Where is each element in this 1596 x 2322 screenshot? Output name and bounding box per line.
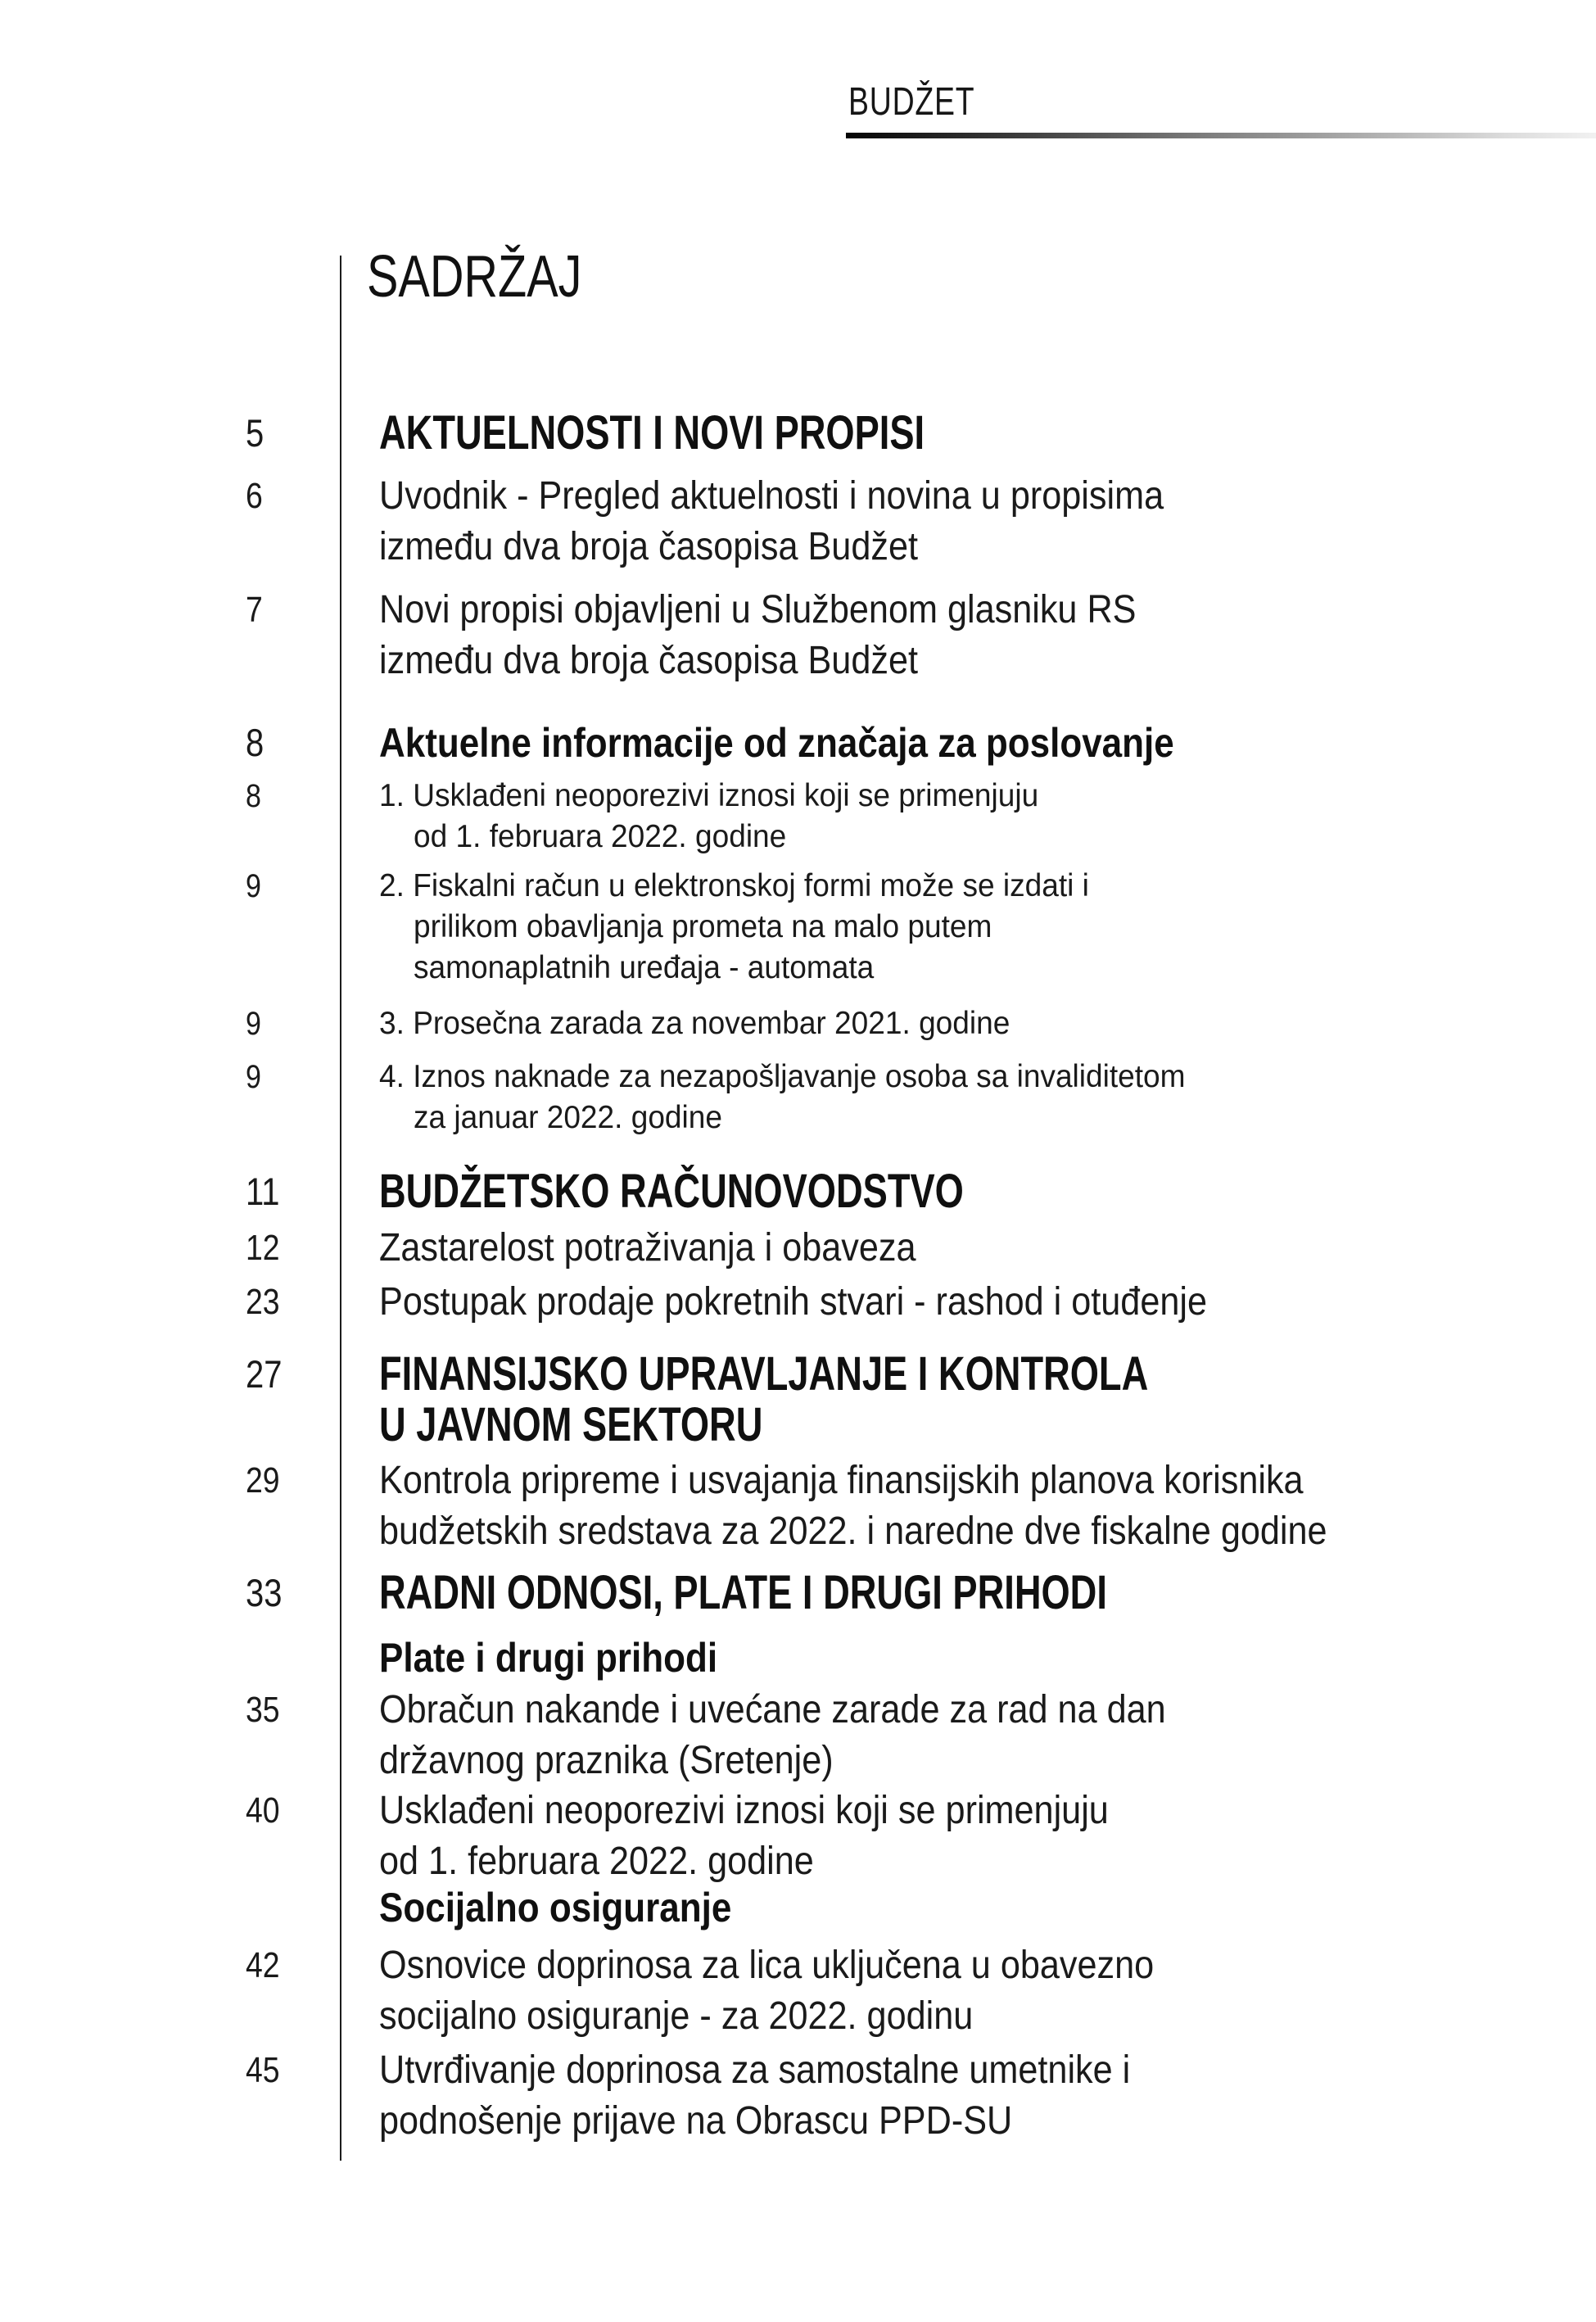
toc-entry-line: 1. Usklađeni neoporezivi iznosi koji se primenjuju: [379, 778, 1039, 813]
toc-entry-line: Usklađeni neoporezivi iznosi koji se primenjuju: [379, 1789, 1109, 1832]
toc-page-number: 6: [246, 476, 263, 516]
toc-page-number: 7: [246, 590, 263, 630]
toc-entry-text: [379, 1455, 1547, 1557]
toc-entry-text: [379, 1685, 1547, 1786]
toc-entry-line: budžetskih sredstava za 2022. i naredne dve fiskalne godine: [379, 1510, 1327, 1553]
magazine-title-text: BUDŽET: [848, 80, 975, 124]
toc-page-number: 9: [246, 868, 261, 904]
toc-page-number: 27: [246, 1352, 283, 1396]
toc-page-number: 9: [246, 1006, 261, 1042]
toc-entry-line: između dva broja časopisa Budžet: [379, 525, 918, 568]
toc-entry-text: [379, 718, 1547, 767]
toc-entry-text: [379, 1057, 1547, 1138]
toc-entry-line: U JAVNOM SEKTORU: [379, 1398, 763, 1451]
toc-entry-text: [379, 866, 1547, 989]
toc-entry-text: [379, 1633, 1547, 1682]
toc-page-number: 42: [246, 1945, 280, 1985]
toc-entry-text: [379, 1786, 1547, 1887]
toc-entry-text: [379, 1166, 1547, 1217]
toc-entry-line: između dva broja časopisa Budžet: [379, 639, 918, 682]
toc-entry-line: Zastarelost potraživanja i obaveza: [379, 1226, 916, 1270]
toc-entry-text: [379, 1277, 1547, 1328]
toc-entry-line: prilikom obavljanja prometa na malo putem: [414, 909, 992, 944]
toc-entry-text: [379, 1003, 1547, 1044]
toc-entry-line: 4. Iznos naknade za nezapošljavanje osoba sa invaliditetom: [379, 1059, 1186, 1094]
toc-entry-line: državnog praznika (Sretenje): [379, 1739, 834, 1782]
toc-entry-text: [379, 1883, 1547, 1932]
toc-entry-line: Socijalno osiguranje: [379, 1885, 732, 1930]
toc-entry-text: [379, 2045, 1547, 2147]
page-title-text: SADRŽAJ: [367, 244, 582, 310]
toc-page-number: 29: [246, 1460, 280, 1500]
toc-entry-text: [379, 776, 1547, 858]
toc-entry-text: [379, 1349, 1547, 1451]
toc-entry-text: [379, 1223, 1547, 1274]
toc-entry-line: Osnovice doprinosa za lica uključena u obavezno: [379, 1944, 1155, 1987]
toc-entry-line: Kontrola pripreme i usvajanja finansijskih planova korisnika: [379, 1459, 1304, 1502]
toc-entry-text: [379, 1940, 1547, 2042]
toc-entry-line: Utvrđivanje doprinosa za samostalne umetnike i: [379, 2048, 1131, 2092]
toc-entry-text: [379, 1568, 1547, 1618]
toc-entry-line: 3. Prosečna zarada za novembar 2021. godine: [379, 1006, 1010, 1041]
toc-entry-line: Novi propisi objavljeni u Službenom glasniku RS: [379, 588, 1137, 631]
toc-entry-line: za januar 2022. godine: [414, 1100, 722, 1135]
toc-entry-line: od 1. februara 2022. godine: [414, 819, 787, 854]
toc-entry-text: [379, 408, 1547, 459]
toc-entry-line: Uvodnik - Pregled aktuelnosti i novina u propisima: [379, 474, 1164, 518]
toc-entry-line: BUDŽETSKO RAČUNOVODSTVO: [379, 1165, 964, 1218]
toc-entry-line: FINANSIJSKO UPRAVLJANJE I KONTROLA: [379, 1347, 1149, 1401]
toc-entry-line: socijalno osiguranje - za 2022. godinu: [379, 1994, 974, 2038]
toc-entry-line: RADNI ODNOSI, PLATE I DRUGI PRIHODI: [379, 1566, 1107, 1619]
toc-entry-line: AKTUELNOSTI I NOVI PROPISI: [379, 406, 925, 459]
toc-page-number: 11: [246, 1170, 280, 1213]
toc-page-number: 33: [246, 1571, 283, 1614]
toc-page-number: 45: [246, 2050, 280, 2090]
toc-entry-line: Aktuelne informacije od značaja za poslovanje: [379, 720, 1174, 766]
toc-page-number: 23: [246, 1282, 280, 1322]
toc-entry-line: samonaplatnih uređaja - automata: [414, 950, 875, 985]
toc-page-number: 12: [246, 1228, 280, 1268]
toc-entry-line: Postupak prodaje pokretnih stvari - rashod i otuđenje: [379, 1280, 1208, 1324]
toc-entry-line: Obračun nakande i uvećane zarade za rad na dan: [379, 1688, 1166, 1731]
toc-page-number: 35: [246, 1690, 280, 1730]
toc-entry-line: podnošenje prijave na Obrascu PPD-SU: [379, 2099, 1013, 2143]
toc-entry-text: [379, 585, 1547, 686]
toc-page-number: 40: [246, 1790, 280, 1831]
toc-page-number: 5: [246, 411, 264, 455]
toc-page-number: 9: [246, 1059, 261, 1095]
toc-page-number: 8: [246, 778, 261, 814]
toc-entry-line: od 1. februara 2022. godine: [379, 1840, 814, 1883]
toc-entry-line: Plate i drugi prihodi: [379, 1635, 718, 1681]
toc-page-number: 8: [246, 721, 264, 764]
toc-entry-text: [379, 471, 1547, 573]
toc-entry-line: 2. Fiskalni račun u elektronskoj formi može se izdati i: [379, 868, 1089, 903]
